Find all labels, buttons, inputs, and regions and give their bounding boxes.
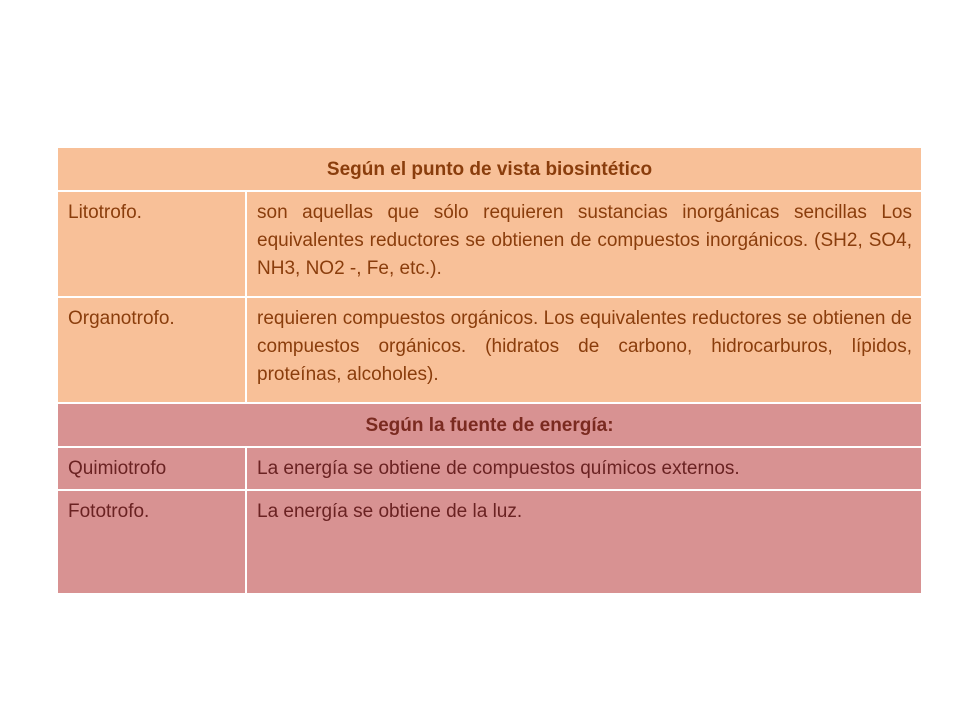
description-cell: La energía se obtiene de la luz. — [246, 490, 922, 594]
section-title: Según el punto de vista biosintético — [57, 147, 922, 191]
description-cell: La energía se obtiene de compuestos químicos externos. — [246, 447, 922, 490]
section-header-energy-source — [57, 403, 922, 447]
description-cell: requieren compuestos orgánicos. Los equivalentes reductores se obtienen de compuestos orgánicos. (hidratos de carbono, hidrocarburos, lípidos, proteínas, alcoholes). — [246, 297, 922, 403]
term-cell: Litotrofo. — [57, 191, 246, 297]
description-cell: son aquellas que sólo requieren sustancias inorgánicas sencillas Los equivalentes reductores se obtienen de compuestos inorgánicos. (SH2, SO4, NH3, NO2 -, Fe, etc.). — [246, 191, 922, 297]
term-cell: Fototrofo. — [57, 490, 246, 594]
term-cell: Quimiotrofo — [57, 447, 246, 490]
section-header-biosynthetic — [57, 147, 922, 191]
table-row — [57, 297, 922, 403]
classification-table — [56, 146, 923, 595]
section-title: Según la fuente de energía: — [57, 403, 922, 447]
table-row — [57, 447, 922, 490]
table-row — [57, 191, 922, 297]
term-cell: Organotrofo. — [57, 297, 246, 403]
table-row — [57, 490, 922, 594]
